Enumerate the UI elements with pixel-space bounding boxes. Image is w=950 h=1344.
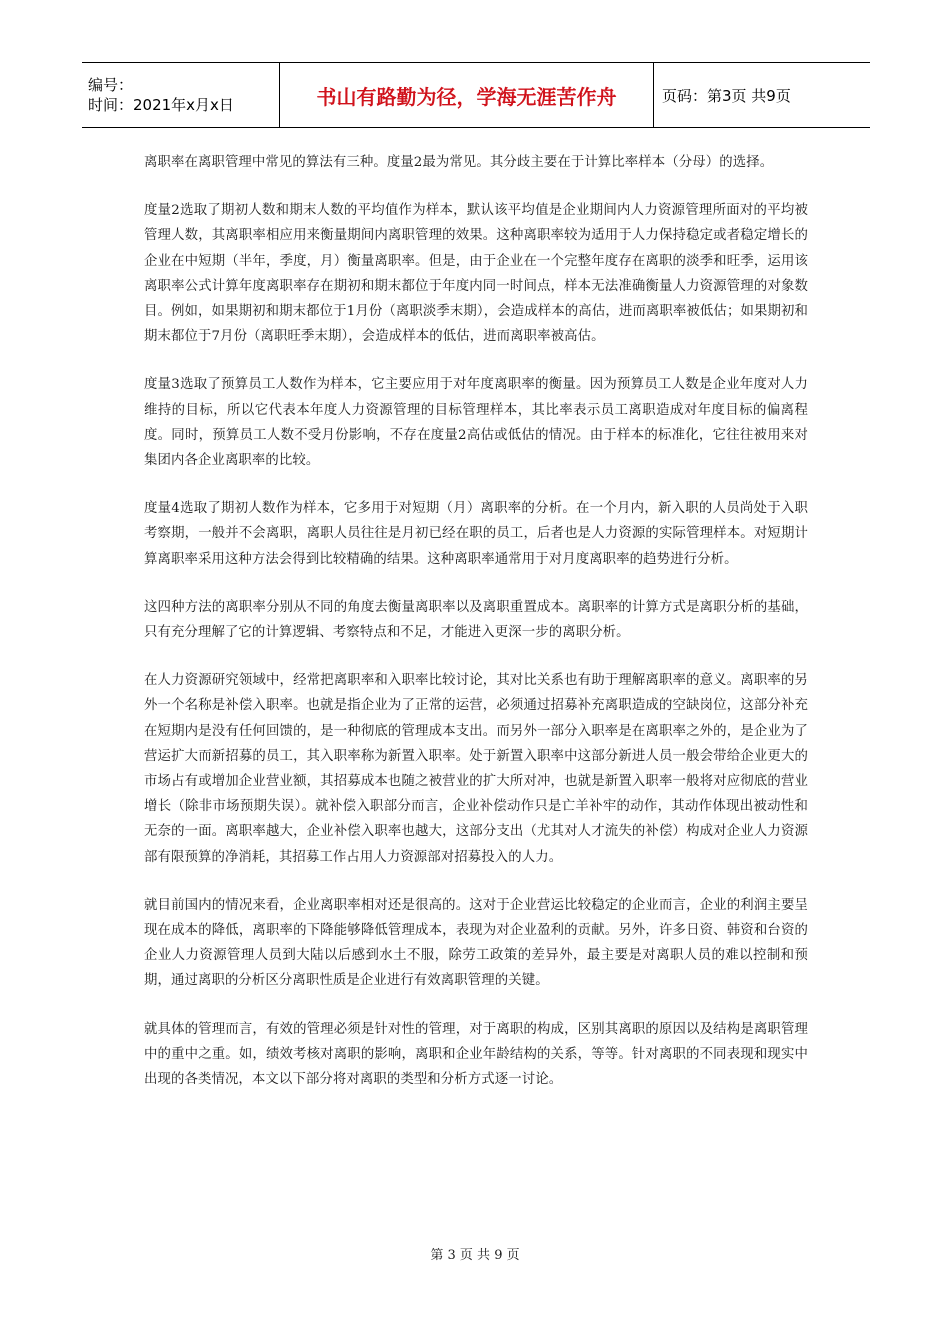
paragraph: 度量3选取了预算员工人数作为样本，它主要应用于对年度离职率的衡量。因为预算员工人数是企业年度对人力维持的目标，所以它代表本年度人力资源管理的目标管理样本，其比率表示员工离职造成对年度目标的偏离程度。同时，预算员工人数不受月份影响，不存在度量2高估或低估的情况。由于样本的标准化，它往往被用来对集团内各企业离职率的比较。 [144, 377, 808, 469]
document-body [144, 150, 808, 1115]
paragraph: 度量4选取了期初人数作为样本，它多用于对短期（月）离职率的分析。在一个月内，新入职的人员尚处于入职考察期，一般并不会离职，离职人员往往是月初已经在职的员工，后者也是人力资源的实际管理样本。对短期计算离职率采用这种方法会得到比较精确的结果。这种离职率通常用于对月度离职率的趋势进行分析。 [144, 501, 808, 567]
paragraph: 就目前国内的情况来看，企业离职率相对还是很高的。这对于企业营运比较稳定的企业而言，企业的利润主要呈现在成本的降低，离职率的下降能够降低管理成本，表现为对企业盈利的贡献。另外，许多日资、韩资和台资的企业人力资源管理人员到大陆以后感到水土不服，除劳工政策的差异外，最主要是对离职人员的难以控制和预期，通过离职的分析区分离职性质是企业进行有效离职管理的关键。 [144, 897, 808, 989]
paragraph: 这四种方法的离职率分别从不同的角度去衡量离职率以及离职重置成本。离职率的计算方式是离职分析的基础，只有充分理解了它的计算逻辑、考察特点和不足，才能进入更深一步的离职分析。 [144, 599, 808, 641]
paragraph: 离职率在离职管理中常见的算法有三种。度量2最为常见。其分歧主要在于计算比率样本（分母）的选择。 [144, 155, 774, 170]
page-footer: 第 3 页 共 9 页 [430, 1248, 520, 1263]
header-page-code: 页码：第3页 共9页 [662, 86, 791, 105]
header-meta [82, 63, 280, 127]
header-motto: 书山有路勤为径，学海无涯苦作舟 [280, 63, 654, 127]
page-header [82, 62, 870, 128]
paragraph: 在人力资源研究领域中，经常把离职率和入职率比较讨论，其对比关系也有助于理解离职率的意义。离职率的另外一个名称是补偿入职率。也就是指企业为了正常的运营，必须通过招募补充离职造成的空缺岗位，这部分补充在短期内是没有任何回馈的，是一种彻底的管理成本支出。而另外一部分入职率是在离职率之外的，是企业为了营运扩大而新招募的员工，其入职率称为新置入职率。处于新置入职率中这部分新进人员一般会带给企业更大的市场占有或增加企业营业额，其招募成本也随之被营业的扩大所对冲，也就是新置入职率一般将对应彻底的营业增长（除非市场预期失误）。就补偿入职部分而言，企业补偿动作只是亡羊补牢的动作，其动作体现出被动性和无奈的一面。离职率越大，企业补偿入职率也越大，这部分支出（尤其对人才流失的补偿）构成对企业人力资源部有限预算的净消耗，其招募工作占用人力资源部对招募投入的人力。 [144, 673, 808, 865]
paragraph: 度量2选取了期初人数和期末人数的平均值作为样本，默认该平均值是企业期间内人力资源管理所面对的平均被管理人数，其离职率相应用来衡量期间内离职管理的效果。这种离职率较为适用于人力保持稳定或者稳定增长的企业在中短期（半年，季度，月）衡量离职率。但是，由于企业在一个完整年度存在离职的淡季和旺季，运用该离职率公式计算年度离职率存在期初和期末都位于年度内同一时间点，样本无法准确衡量人力资源管理的对象数目。例如，如果期初和期末都位于1月份（离职淡季末期），会造成样本的高估，进而离职率被低估；如果期初和期末都位于7月份（离职旺季末期），会造成样本的低估，进而离职率被高估。 [144, 203, 808, 345]
document-number-label: 编号： [88, 76, 134, 94]
paragraph: 就具体的管理而言，有效的管理必须是针对性的管理，对于离职的构成，区别其离职的原因以及结构是离职管理中的重中之重。如，绩效考核对离职的影响，离职和企业年龄结构的关系，等等。针对离职的不同表现和现实中出现的各类情况，本文以下部分将对离职的类型和分析方式逐一讨论。 [144, 1021, 808, 1088]
document-time: 时间：2021年x月x日 [88, 96, 234, 114]
